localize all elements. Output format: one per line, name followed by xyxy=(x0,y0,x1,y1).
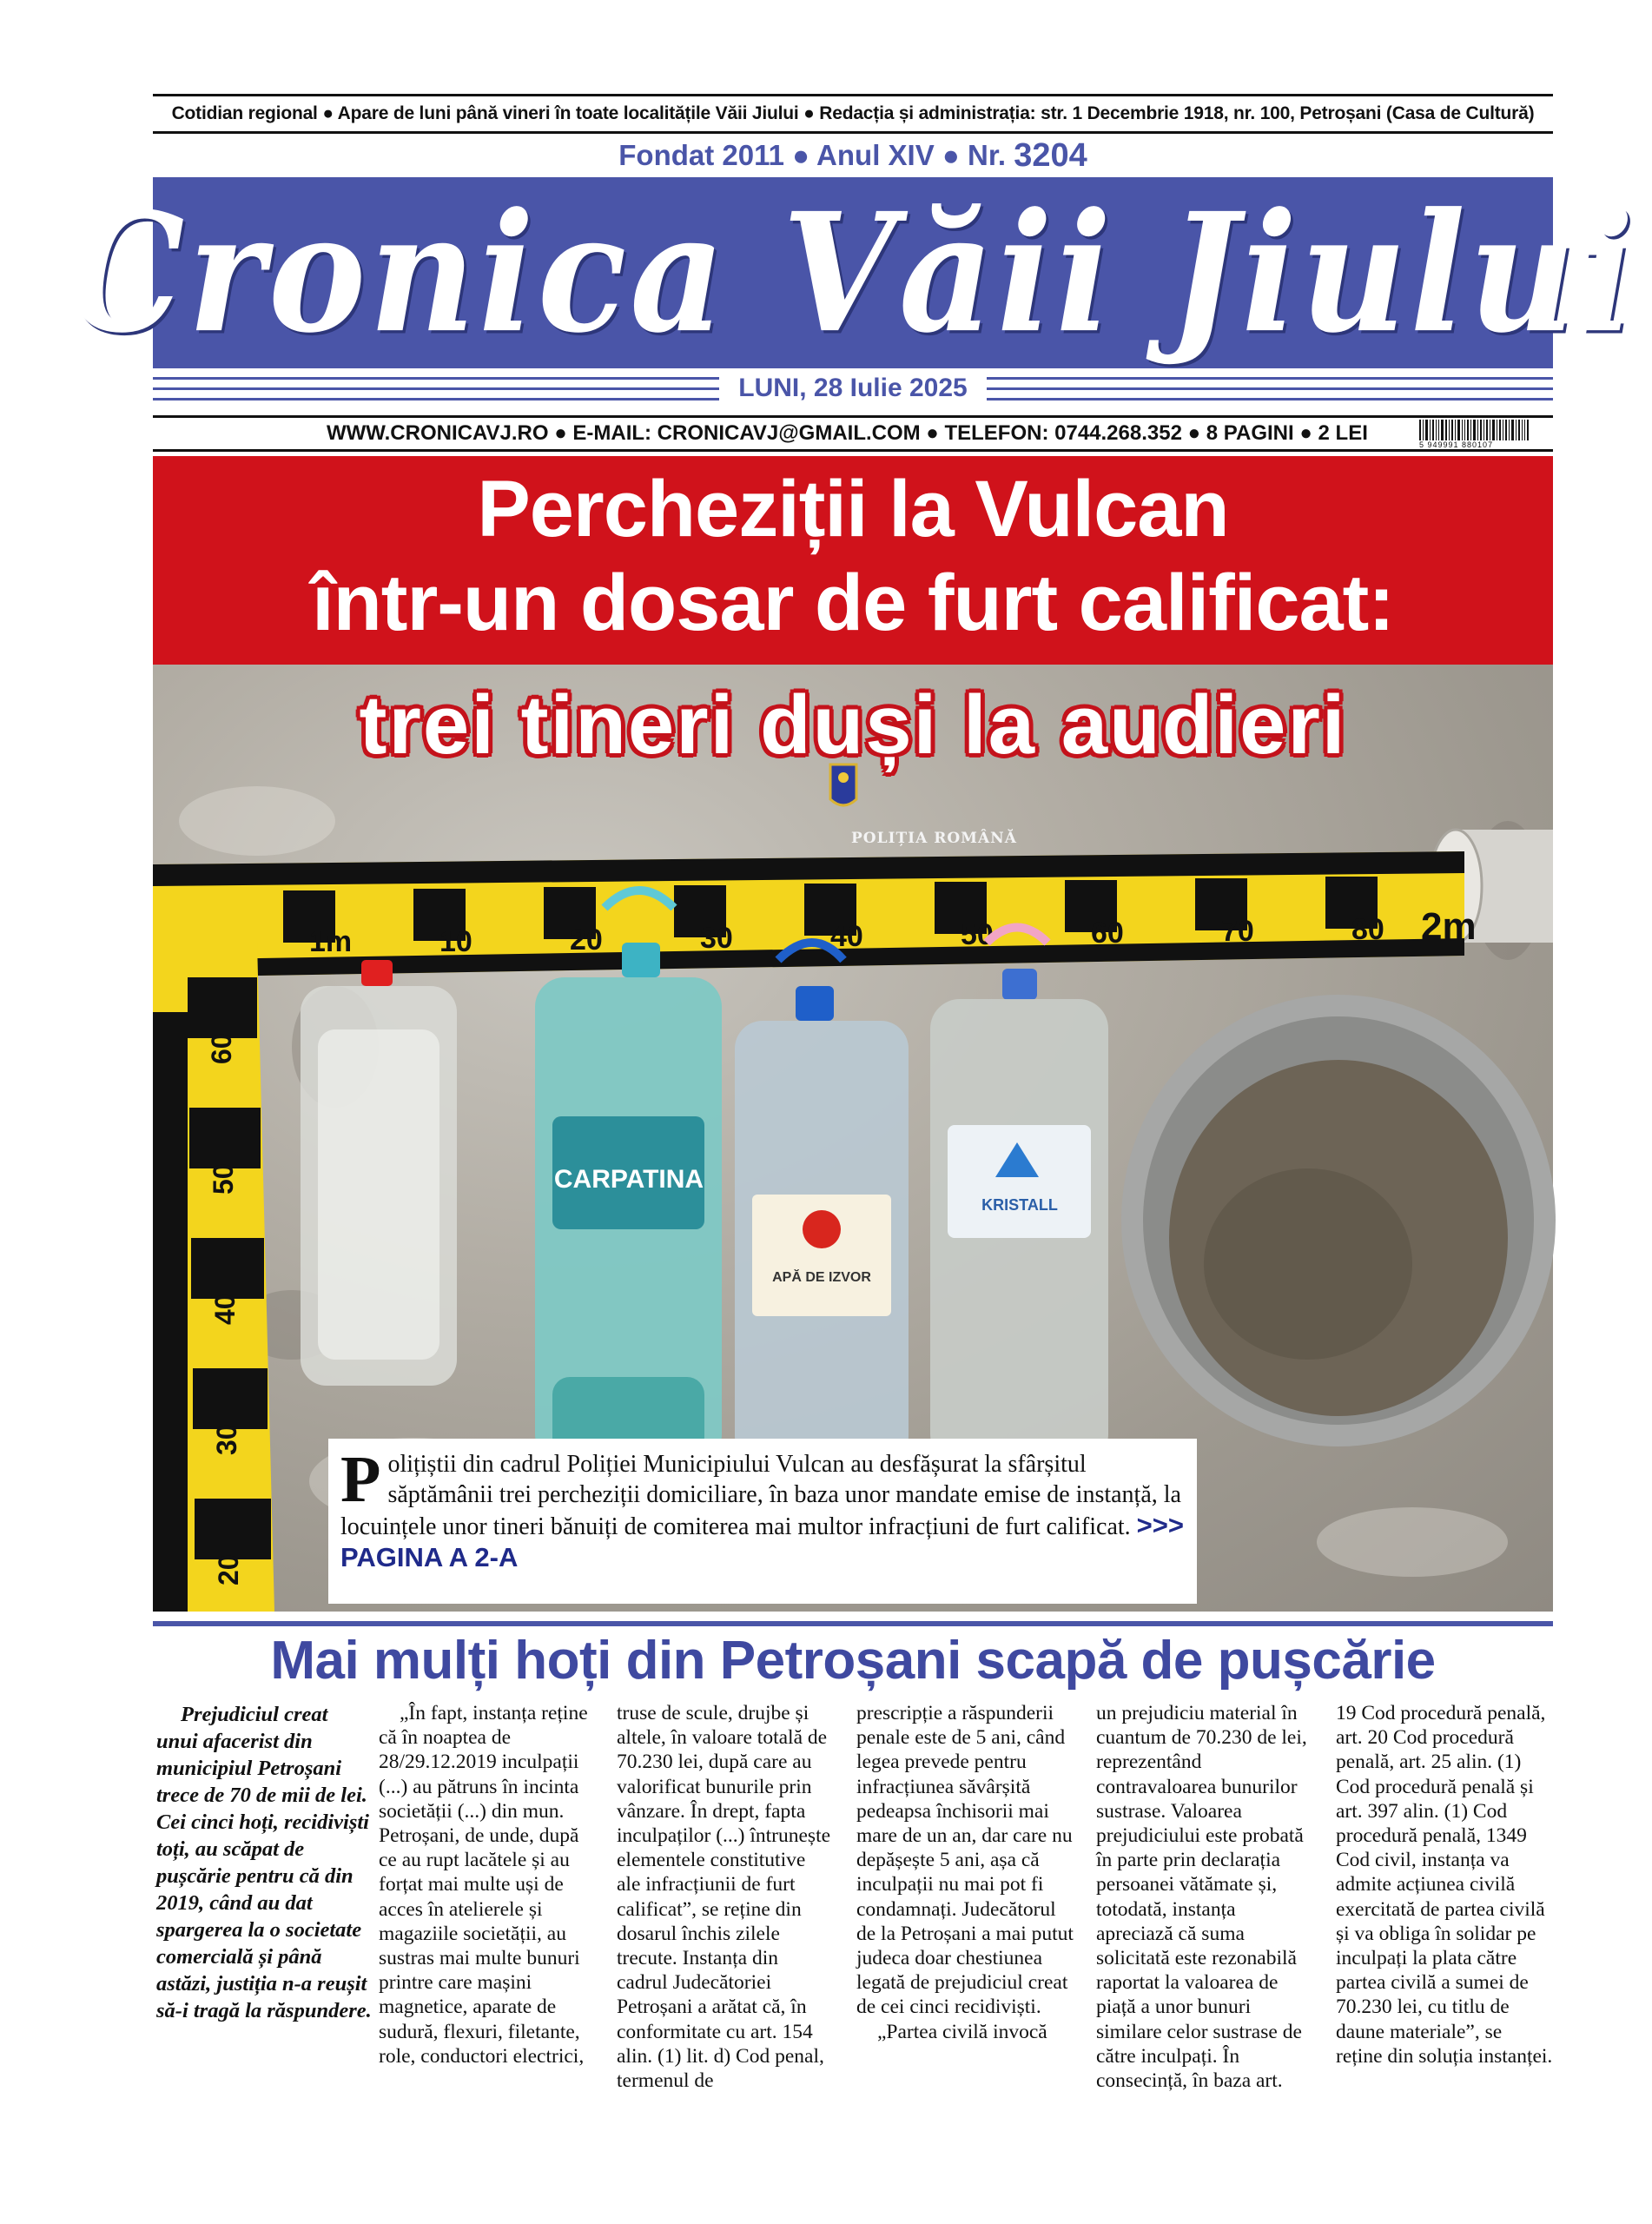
section-rule xyxy=(153,1621,1553,1626)
issue-number: 3204 xyxy=(1014,136,1087,174)
column-paragraph: un prejudiciu material în cuantum de 70.230 de lei, reprezentând contravaloarea bunurilor sustrase. Valoarea prejudiciului este probată în parte prin declarația persoanei vătămate și, totodată, instanța apreciază că suma solicitată este rezonabilă raportat la valoarea de piață a unor bunuri similare celor sustrase de către inculpați. În consecință, în baza art. xyxy=(1096,1702,1307,2093)
drop-cap: P xyxy=(340,1443,381,1516)
lead-text: olițiștii din cadrul Poliției Municipiului Vulcan au desfășurat la sfârșitul săptămânii trei percheziții domiciliare, în baza unor mandate emise de instanță, la locuințele unor tineri bănuiți de comiterea mai multor infracțiuni de furt calificat. xyxy=(340,1451,1181,1540)
newspaper-title: Cronica Văii Jiului xyxy=(68,176,1638,369)
bottle-label: APĂ DE IZVOR xyxy=(772,1270,871,1285)
ruler-label: 1m xyxy=(309,925,353,958)
ruler-label: 2m xyxy=(1421,905,1477,948)
measuring-tape-horizontal xyxy=(153,851,1477,977)
tagline-text: Cotidian regional ● Apare de luni până vineri în toate localitățile Văii Jiului ● Redacția și administrația: str. 1 Decembrie 1918, nr. 100, Petroșani (Casa de Cultură) xyxy=(171,103,1535,123)
ruler-label: 60 xyxy=(1091,917,1124,950)
headline-line-1: Percheziții la Vulcan xyxy=(477,465,1229,553)
article-column-5 xyxy=(1336,1701,1553,2068)
ruler-label: 40 xyxy=(830,920,863,953)
ruler-label: 50 xyxy=(208,1163,239,1195)
article-intro xyxy=(156,1701,372,2024)
column-paragraph: „Partea civilă invocă xyxy=(877,2020,1047,2043)
article-column-3 xyxy=(856,1701,1075,2044)
plastic-basin xyxy=(1121,995,1556,1446)
ruler-label: 40 xyxy=(209,1294,241,1325)
headline-line-2: într-un dosar de furt calificat: xyxy=(312,559,1394,647)
ruler-label: 30 xyxy=(211,1424,242,1455)
masthead xyxy=(68,176,1638,369)
bottle-clear xyxy=(301,960,457,1386)
bottle-label: CARPATINA xyxy=(553,1165,704,1194)
bottle-carpatina xyxy=(535,890,722,1464)
ruler-label: 50 xyxy=(961,918,994,951)
column-paragraph: truse de scule, drujbe și altele, în valoare totală de 70.230 lei, după care au valorificat bunurile prin vânzare. În drept, fapta inculpaților (...) întrunește elementele constitutive ale infracțiunii de furt calificat”, se reține din dosarul închis zilele trecute. Instanța din cadrul Judecătoriei Petroșani a arătat că, în conformitate cu art. 154 alin. (1) lit. d) Cod penal, termenul de xyxy=(617,1702,831,2093)
contact-text: WWW.CRONICAVJ.RO ● E-MAIL: CRONICAVJ@GMAIL.COM ● TELEFON: 0744.268.352 ● 8 PAGINI ● 2 LEI xyxy=(327,421,1368,445)
article-column-1 xyxy=(379,1701,596,2068)
ruler-label: 20 xyxy=(570,923,603,956)
barcode-digits: 5 949991 880107 xyxy=(1419,440,1494,449)
ruler-label: 10 xyxy=(439,925,472,958)
issue-date: LUNI, 28 Iulie 2025 xyxy=(719,374,986,402)
second-headline: Mai mulți hoți din Petroșani scapă de pușcărie xyxy=(270,1631,1436,1691)
ruler-label: 60 xyxy=(206,1033,237,1064)
tagline-strip xyxy=(153,94,1553,134)
article-column-4 xyxy=(1096,1701,1315,2093)
bottle-kristall xyxy=(930,928,1108,1465)
column-paragraph: 19 Cod procedură penală, art. 20 Cod procedură penală, art. 25 alin. (1) Cod procedură penală și art. 397 alin. (1) Cod procedură penală, 1349 Cod civil, instanța va admite acțiunea civilă exercitată de partea civilă și va obliga în solidar pe inculpați la plata către partea civilă a sumei de 70.230 lei, cu titlu de daune materiale”, se reține din soluția instanței. xyxy=(1336,1702,1553,2068)
measuring-tape-vertical xyxy=(153,943,274,1612)
contact-strip xyxy=(153,415,1553,452)
date-band xyxy=(153,370,1553,414)
ruler-label: 70 xyxy=(1221,915,1254,948)
founded-text: Fondat 2011 ● Anul XIV ● Nr. xyxy=(618,139,1007,171)
lead-summary-box xyxy=(328,1439,1197,1604)
photo-watermark: POLIȚIA ROMÂNĂ xyxy=(851,830,1017,847)
bottle-label: KRISTALL xyxy=(981,1196,1058,1214)
ruler-label: 80 xyxy=(1351,913,1384,946)
article-column-2 xyxy=(617,1701,834,2093)
barcode-icon xyxy=(1419,420,1550,449)
ruler-label: 30 xyxy=(700,922,733,955)
lead-subheadline: trei tineri duși la audieri xyxy=(359,678,1347,771)
column-paragraph: „În fapt, instanța reține că în noaptea de 28/29.12.2019 inculpații (...) au pătruns în incinta societății (...) din mun. Petroșani, de unde, după ce au rupt lacătele și au forțat mai multe uși de acces în atelierele și magaziile societății, au sustras mai multe bunuri printre care mașini magnetice, aparate de sudură, flexuri, filetante, role, conductori electrici, xyxy=(379,1702,588,2068)
intro-text: Prejudiciul creat unui afacerist din municipiul Petroșani trece de 70 de mii de lei. Cei cinci hoți, recidiviști toți, au scăpat de pușcărie pentru că din 2019, când au dat spargerea la o societate comercială și până astăzi, justiția n-a reușit să-i tragă la răspundere. xyxy=(156,1703,372,2022)
ruler-label: 20 xyxy=(213,1554,244,1585)
column-paragraph: prescripție a răspunderii penale este de 5 ani, când legea prevede pentru infracțiunea săvârșită pedeapsa închisorii mai mare de un an, dar care nu depășește 5 ani, așa că inculpații nu mai pot fi condamnați. Judecătorul de la Petroșani a mai putut judeca doar chestiunea legată de prejudiciul creat de cei cinci recidiviști. xyxy=(856,1702,1074,2019)
lead-headline xyxy=(153,462,1553,650)
issue-info xyxy=(153,136,1553,175)
bottle-apa-de-izvor xyxy=(735,943,909,1464)
continued-link[interactable]: >>> PAGINA A 2-A xyxy=(340,1510,1184,1572)
